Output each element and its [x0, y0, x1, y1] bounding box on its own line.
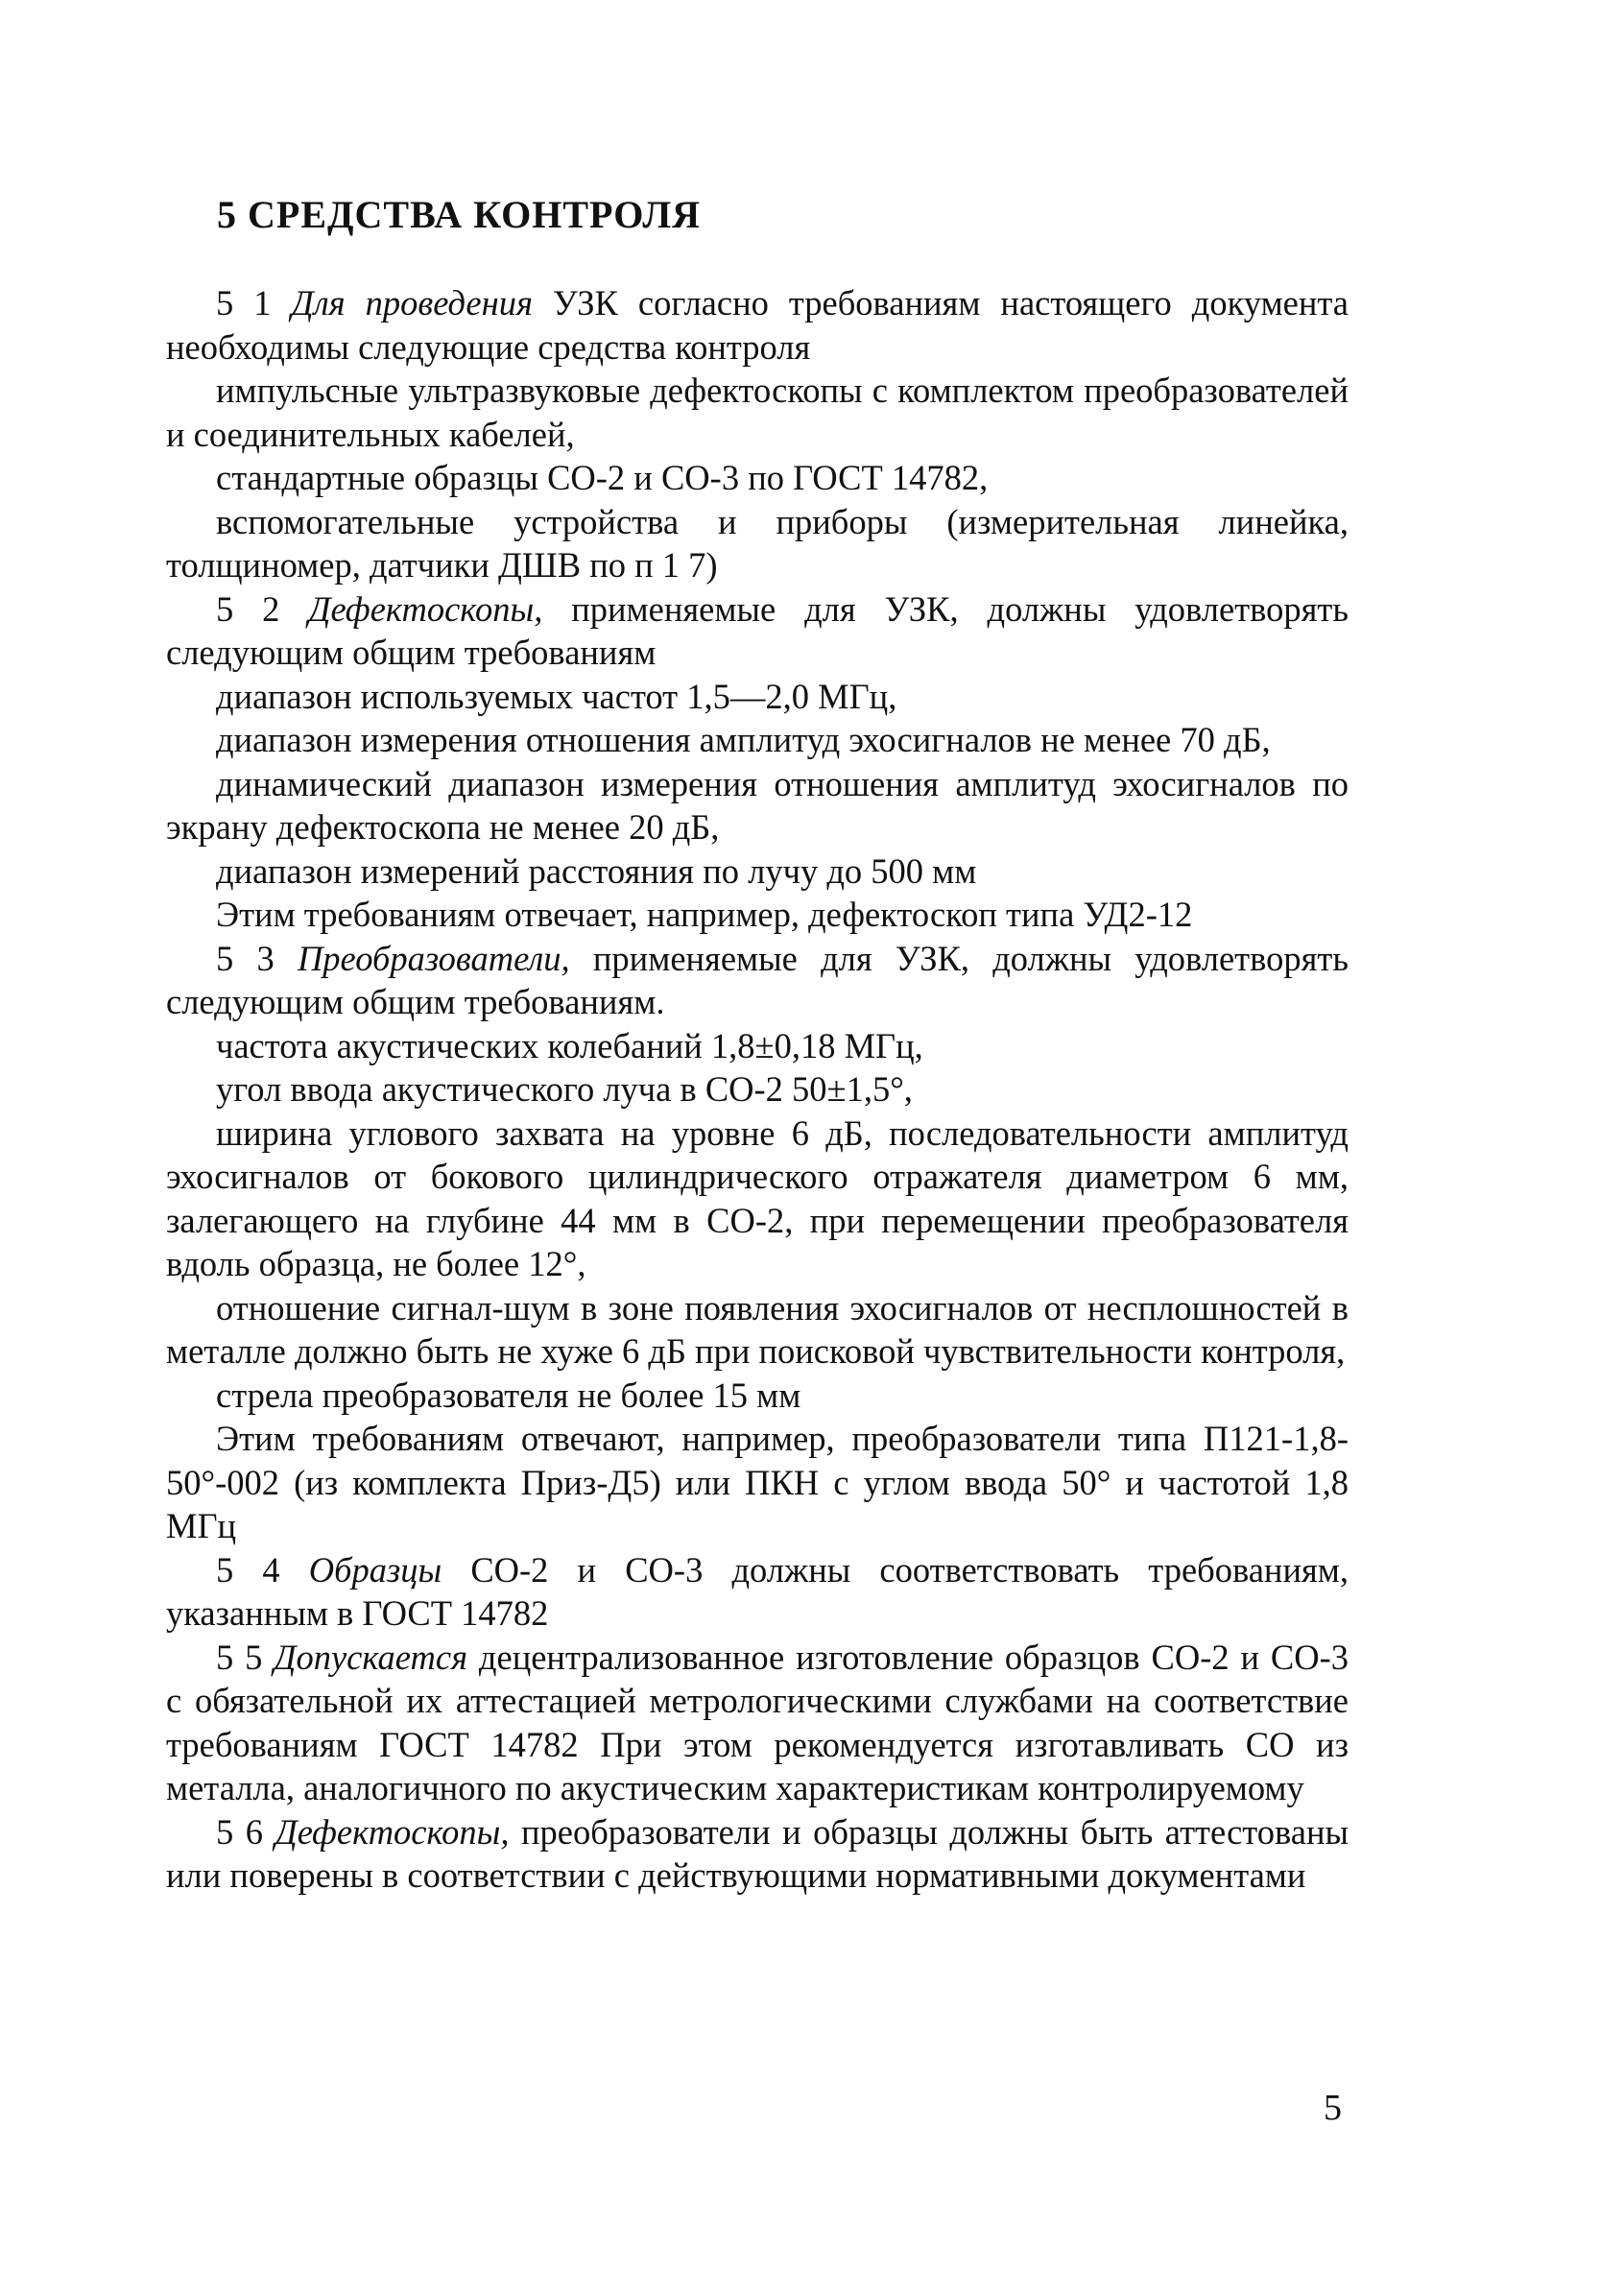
section-body	[166, 281, 1349, 1898]
clause-emphasis: Дефектоскопы,	[275, 1811, 510, 1852]
list-item: стандартные образцы СО-2 и СО-3 по ГОСТ 14782,	[216, 458, 989, 497]
clause-emphasis: Преобразователи,	[297, 938, 570, 978]
section-title: 5 СРЕДСТВА КОНТРОЛЯ	[217, 193, 702, 236]
clause-number: 5 3	[216, 938, 275, 978]
clause-text: применяемые для УЗК, должны удовлетворять следующим общим требованиям	[166, 588, 1349, 672]
clause-emphasis: Образцы	[308, 1549, 442, 1590]
list-item: Этим требованиям отвечают, например, преобразователи типа П121-1,8-50°-002 (из комплекта Приз-Д5) или ПКН с углом ввода 50° и частотой 1,8 МГц	[166, 1419, 1349, 1545]
paragraph-5-2	[166, 587, 1349, 675]
paragraph-5-4	[166, 1548, 1349, 1636]
clause-text: СО-2 и СО-3 должны соответствовать требованиям, указанным в ГОСТ 14782	[166, 1549, 1349, 1633]
list-item: угол ввода акустического луча в СО-2 50±1,5°,	[216, 1069, 913, 1109]
clause-text: УЗК согласно требованиям настоящего документа необходимы следующие средства контроля	[166, 283, 1349, 367]
list-item: частота акустических колебаний 1,8±0,18 МГц,	[216, 1025, 923, 1065]
clause-number: 5 2	[216, 588, 280, 629]
list-item: импульсные ультразвуковые дефектоскопы с комплектом преобразователей и соединительных кабелей,	[166, 371, 1349, 454]
list-item: диапазон измерения отношения амплитуд эхосигналов не менее 70 дБ,	[216, 720, 1271, 759]
page-number: 5	[1324, 2088, 1342, 2128]
list-item: диапазон используемых частот 1,5—2,0 МГц,	[216, 676, 897, 716]
clause-number: 5 5	[216, 1637, 263, 1677]
list-item: вспомогательные устройства и приборы (измерительная линейка, толщиномер, датчики ДШВ по п 1 7)	[166, 501, 1349, 585]
paragraph-5-1	[166, 281, 1349, 369]
clause-number: 5 1	[216, 283, 272, 323]
list-item: Этим требованиям отвечает, например, дефектоскоп типа УД2-12	[216, 895, 1193, 934]
list-item: ширина углового захвата на уровне 6 дБ, последовательности амплитуд эхосигналов от бокового цилиндрического отражателя диаметром 6 мм, залегающего на глубине 44 мм в СО-2, при перемещении преобразователя вдоль образца, не более 12°,	[166, 1112, 1349, 1283]
clause-number: 5 4	[216, 1549, 280, 1590]
paragraph-5-6	[166, 1810, 1349, 1898]
clause-number: 5 6	[216, 1811, 263, 1852]
clause-text: применяемые для УЗК, должны удовлетворять следующим общим требованиям.	[166, 938, 1349, 1021]
clause-text: преобразователи и образцы должны быть аттестованы или поверены в соответствии с действующими нормативными документами	[166, 1811, 1349, 1895]
clause-text: децентрализованное изготовление образцов СО-2 и СО-3 с обязательной их аттестацией метрологическими службами на соответствие требованиям ГОСТ 14782 При этом рекомендуется изготавливать СО из металла, аналогичного по акустическим характеристикам контролируемому	[166, 1637, 1349, 1807]
paragraph-5-3	[166, 937, 1349, 1024]
paragraph-5-5	[166, 1636, 1349, 1810]
clause-emphasis: Дефектоскопы,	[308, 588, 543, 629]
list-item: диапазон измерений расстояния по лучу до 500 мм	[216, 850, 977, 891]
clause-emphasis: Для проведения	[291, 283, 533, 323]
clause-emphasis: Допускается	[274, 1637, 468, 1677]
list-item: стрела преобразователя не более 15 мм	[216, 1375, 801, 1415]
list-item: динамический диапазон измерения отношения амплитуд эхосигналов по экрану дефектоскопа не менее 20 дБ,	[166, 763, 1349, 847]
list-item: отношение сигнал-шум в зоне появления эхосигналов от несплошностей в металле должно быть не хуже 6 дБ при поисковой чувствительности контроля,	[166, 1287, 1349, 1371]
